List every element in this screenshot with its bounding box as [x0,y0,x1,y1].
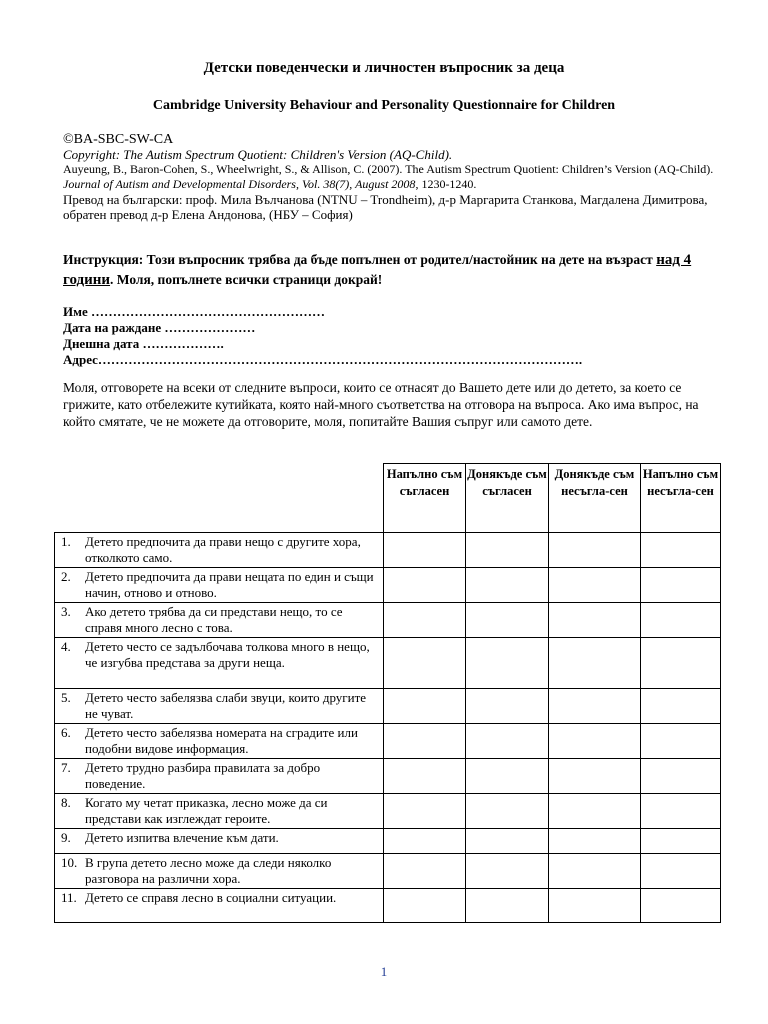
title-bulgarian: Детски поведенчески и личностен въпросник за деца [203,60,565,76]
reference: Auyeung, B., Baron-Cohen, S., Wheelwright, S., & Allison, C. (2007). The Autism Spectrum Quotient: Children’s Version (AQ-Child). Journal of Autism and Developmental Disorders, Vol. 38(7), August 2008, 1230-1240. [63,162,714,191]
question-text: В група детето лесно може да следи няколко разговора на различни хора. [85,855,332,886]
table-header-row [55,464,721,533]
question-cell [55,724,384,759]
question-cell [55,794,384,829]
question-number: 9. [61,830,71,845]
question-text: Детето изпитва влечение към дати. [85,830,279,845]
answer-checkbox-cell[interactable] [641,794,721,829]
answer-checkbox-cell[interactable] [466,603,549,638]
question-cell [55,603,384,638]
question-cell [55,638,384,689]
question-cell [55,854,384,889]
question-number: 2. [61,569,71,584]
table-row [55,794,721,829]
dob-field[interactable]: Дата на раждане ………………… [63,320,256,335]
question-text: Детето често забелязва слаби звуци, които другите не чуват. [85,690,367,721]
table-row [55,759,721,794]
answer-checkbox-cell[interactable] [549,854,641,889]
copyright-line: Copyright: The Autism Spectrum Quotient: Children's Version (AQ-Child). [63,147,453,162]
address-field[interactable]: Адрес…………………………………………………………………………………………………. [63,352,583,367]
answer-checkbox-cell[interactable] [641,603,721,638]
answer-checkbox-cell[interactable] [549,689,641,724]
answer-checkbox-cell[interactable] [549,759,641,794]
question-number: 10. [61,855,78,870]
question-number: 5. [61,690,71,705]
table-row [55,829,721,854]
answer-checkbox-cell[interactable] [384,533,466,568]
question-number: 8. [61,795,71,810]
question-text: Детето трудно разбира правилата за добро поведение. [85,760,321,791]
answer-checkbox-cell[interactable] [641,854,721,889]
answer-checkbox-cell[interactable] [384,794,466,829]
answer-checkbox-cell[interactable] [384,759,466,794]
question-text: Детето предпочита да прави нещата по един и същи начин, отново и отново. [85,569,374,600]
answer-checkbox-cell[interactable] [466,829,549,854]
title-english: Cambridge University Behaviour and Personality Questionnaire for Children [152,98,616,113]
table-row [55,533,721,568]
table-row [55,638,721,689]
info-fields [63,304,723,368]
answer-checkbox-cell[interactable] [384,724,466,759]
page-number: 1 [380,964,388,979]
answer-checkbox-cell[interactable] [384,889,466,923]
question-cell [55,889,384,923]
answer-checkbox-cell[interactable] [384,829,466,854]
answer-checkbox-cell[interactable] [641,724,721,759]
answer-checkbox-cell[interactable] [641,689,721,724]
question-text: Когато му четат приказка, лесно може да си представи как изглеждат героите. [85,795,328,826]
question-number: 11. [61,890,77,905]
copyright-code: ©BA-SBC-SW-CA [63,132,174,147]
answer-checkbox-cell[interactable] [384,854,466,889]
question-text: Детето често забелязва номерата на сградите или подобни видове информация. [85,725,358,756]
answer-checkbox-cell[interactable] [466,638,549,689]
table-row [55,889,721,923]
answer-checkbox-cell[interactable] [641,889,721,923]
instructions-paragraph: Моля, отговорете на всеки от следните въпроси, които се отнасят до Вашето дете или до детето, за което се грижите, като отбележите кутийката, която най-много съответства на отговора на въпроса. Ако има въпрос, на който смятате, че не можете да отговорите, моля, попитайте Вашия съпруг или самото дете. [63,380,699,429]
question-number: 7. [61,760,71,775]
question-cell [55,568,384,603]
table-row [55,689,721,724]
header-slightly-agree: Донякъде съм съгласен [466,464,549,533]
question-cell [55,533,384,568]
answer-checkbox-cell[interactable] [466,533,549,568]
answer-checkbox-cell[interactable] [549,724,641,759]
table-row [55,568,721,603]
table-row [55,854,721,889]
header-blank [55,464,384,533]
question-text: Детето предпочита да прави нещо с другите хора, отколкото само. [85,534,361,565]
answer-checkbox-cell[interactable] [384,689,466,724]
answer-checkbox-cell[interactable] [641,568,721,603]
answer-checkbox-cell[interactable] [384,568,466,603]
name-field[interactable]: Име ……………………………………………… [63,304,325,319]
header-slightly-disagree: Донякъде съм несъгла-сен [549,464,641,533]
answer-checkbox-cell[interactable] [641,533,721,568]
answer-checkbox-cell[interactable] [641,638,721,689]
question-number: 3. [61,604,71,619]
answer-checkbox-cell[interactable] [384,603,466,638]
answer-checkbox-cell[interactable] [466,724,549,759]
answer-checkbox-cell[interactable] [466,759,549,794]
header-strongly-agree: Напълно съм съгласен [384,464,466,533]
answer-checkbox-cell[interactable] [466,854,549,889]
answer-checkbox-cell[interactable] [549,603,641,638]
today-date-field[interactable]: Днешна дата ………………. [63,336,224,351]
question-number: 1. [61,534,71,549]
question-cell [55,829,384,854]
questionnaire-table [54,463,721,923]
answer-checkbox-cell[interactable] [549,889,641,923]
answer-checkbox-cell[interactable] [466,794,549,829]
answer-checkbox-cell[interactable] [549,829,641,854]
answer-checkbox-cell[interactable] [549,533,641,568]
answer-checkbox-cell[interactable] [466,689,549,724]
question-number: 4. [61,639,71,654]
answer-checkbox-cell[interactable] [549,638,641,689]
credits-block [63,132,723,222]
age-requirement: над 4 години [63,252,692,288]
header-strongly-disagree: Напълно съм несъгла-сен [641,464,721,533]
answer-checkbox-cell[interactable] [549,794,641,829]
answer-checkbox-cell[interactable] [641,829,721,854]
question-cell [55,759,384,794]
translation-credit: Превод на български: проф. Мила Вълчанова (NTNU – Trondheim), д-р Маргарита Станкова, Магдалена Димитрова, обратен превод д-р Елена Андонова, (НБУ – София) [63,192,708,222]
question-cell [55,689,384,724]
answer-checkbox-cell[interactable] [549,568,641,603]
instruction: Инструкция: Този въпросник трябва да бъде попълнен от родител/настойник на дете на възраст над 4 години. Моля, попълнете всички страници докрай! [63,252,692,288]
answer-checkbox-cell[interactable] [641,759,721,794]
answer-checkbox-cell[interactable] [466,889,549,923]
question-number: 6. [61,725,71,740]
question-text: Детето се справя лесно в социални ситуации. [85,890,337,905]
table-row [55,603,721,638]
answer-checkbox-cell[interactable] [466,568,549,603]
question-text: Ако детето трябва да си представи нещо, то се справя много лесно с това. [85,604,343,635]
answer-checkbox-cell[interactable] [384,638,466,689]
question-text: Детето често се задълбочава толкова много в нещо, че изгубва представа за други неща. [85,639,370,670]
table-row [55,724,721,759]
